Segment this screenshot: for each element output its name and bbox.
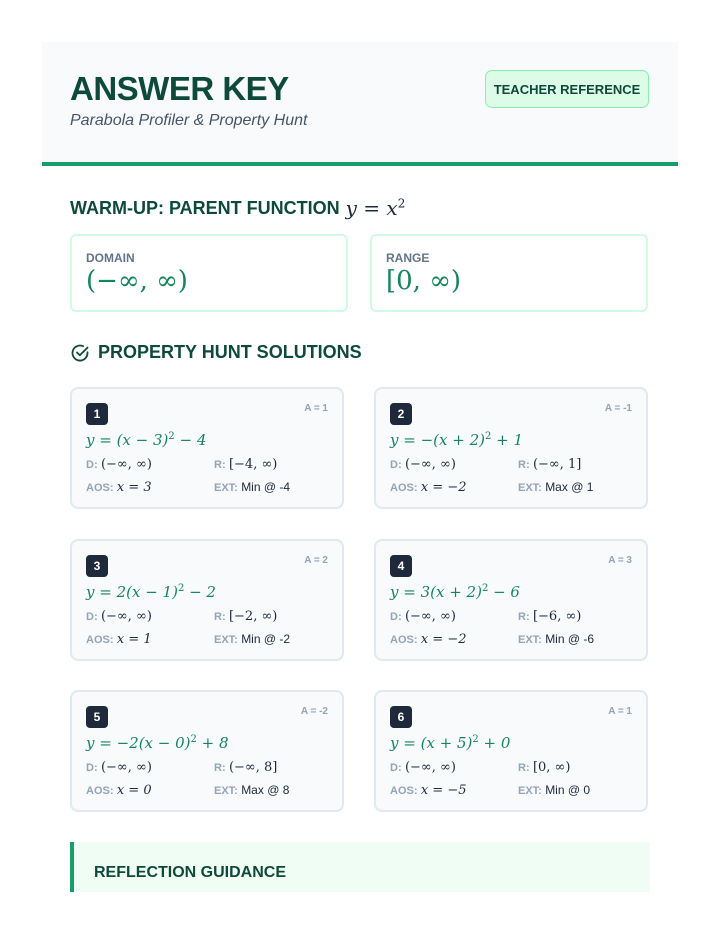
- equation-base: y = −(x + 2): [390, 431, 485, 449]
- equation-base: y = (x − 3): [86, 431, 169, 449]
- extremum-answer: Min @ -2: [241, 632, 291, 646]
- aos-row: [390, 632, 467, 647]
- domain-answer: (−∞, ∞): [404, 760, 456, 775]
- a-value: A = -1: [604, 403, 632, 414]
- solution-card: [374, 690, 648, 812]
- aos-answer: x = 3: [116, 480, 152, 495]
- teacher-reference-badge: TEACHER REFERENCE: [485, 70, 649, 108]
- aos-answer: x = 0: [116, 783, 152, 798]
- aos-key: AOS:: [86, 482, 114, 494]
- extremum-row: [518, 632, 594, 646]
- extremum-answer: Max @ 1: [545, 480, 594, 494]
- range-key: R:: [214, 762, 226, 774]
- parent-function: [346, 196, 406, 220]
- equation-exponent: 2: [168, 431, 175, 442]
- domain-row: [390, 457, 456, 472]
- equation-base: y = (x + 5): [390, 734, 473, 752]
- aos-key: AOS:: [390, 634, 418, 646]
- equation-tail: − 4: [174, 431, 207, 449]
- domain-value: (−∞, ∞): [86, 266, 188, 296]
- aos-answer: x = −5: [420, 783, 467, 798]
- extremum-row: [214, 480, 290, 494]
- equation-tail: − 6: [488, 583, 520, 601]
- a-value: A = 1: [608, 706, 632, 717]
- aos-row: [390, 480, 467, 495]
- range-box: [370, 234, 648, 312]
- domain-answer: (−∞, ∞): [404, 457, 456, 472]
- solution-card: [374, 539, 648, 661]
- solution-card: [70, 387, 344, 509]
- vertex-form-equation: [86, 734, 229, 752]
- extremum-answer: Max @ 8: [241, 783, 290, 797]
- a-value: A = 2: [304, 555, 328, 566]
- parent-function-exponent: 2: [397, 196, 406, 211]
- vertex-form-equation: [86, 583, 216, 601]
- aos-row: [86, 632, 152, 647]
- domain-row: [86, 457, 152, 472]
- range-answer: (−∞, 1]: [532, 457, 582, 472]
- aos-answer: x = −2: [420, 632, 467, 647]
- equation-tail: + 8: [196, 734, 229, 752]
- problem-number: 1: [86, 403, 108, 425]
- domain-answer: (−∞, ∞): [404, 609, 456, 624]
- range-key: R:: [518, 611, 530, 623]
- range-key: R:: [214, 459, 226, 471]
- domain-row: [86, 760, 152, 775]
- vertex-form-equation: [390, 431, 523, 449]
- extremum-key: EXT:: [214, 634, 238, 646]
- range-answer: [−2, ∞): [228, 609, 278, 624]
- aos-key: AOS:: [390, 482, 418, 494]
- domain-key: D:: [86, 459, 98, 471]
- extremum-row: [214, 783, 289, 797]
- property-hunt-heading: [70, 342, 362, 363]
- equation-base: y = −2(x − 0): [86, 734, 191, 752]
- extremum-key: EXT:: [518, 634, 542, 646]
- solution-card: [70, 690, 344, 812]
- extremum-key: EXT:: [518, 785, 542, 797]
- equation-base: y = 2(x − 1): [86, 583, 178, 601]
- a-value: A = 3: [608, 555, 632, 566]
- equation-exponent: 2: [472, 734, 479, 745]
- domain-key: D:: [390, 459, 402, 471]
- page-subtitle: Parabola Profiler & Property Hunt: [70, 112, 308, 129]
- range-row: [518, 609, 581, 624]
- range-answer: [−4, ∞): [228, 457, 278, 472]
- equation-tail: + 1: [491, 431, 523, 449]
- a-value: A = 1: [304, 403, 328, 414]
- equation-base: y = 3(x + 2): [390, 583, 482, 601]
- domain-row: [390, 760, 456, 775]
- warmup-title: WARM-UP: PARENT FUNCTION: [70, 197, 340, 218]
- range-row: [214, 760, 277, 775]
- vertex-form-equation: [390, 734, 510, 752]
- problem-number: 6: [390, 706, 412, 728]
- range-key: R:: [518, 762, 530, 774]
- aos-row: [390, 783, 467, 798]
- extremum-answer: Min @ -6: [545, 632, 595, 646]
- domain-row: [390, 609, 456, 624]
- header: [42, 42, 678, 166]
- extremum-row: [518, 480, 593, 494]
- range-key: R:: [214, 611, 226, 623]
- range-row: [214, 609, 277, 624]
- extremum-answer: Min @ 0: [545, 783, 591, 797]
- domain-label: DOMAIN: [86, 251, 135, 265]
- answer-key-page: [42, 42, 678, 932]
- extremum-key: EXT:: [518, 482, 542, 494]
- problem-number: 2: [390, 403, 412, 425]
- aos-row: [86, 480, 152, 495]
- aos-key: AOS:: [86, 785, 114, 797]
- equation-exponent: 2: [177, 583, 185, 594]
- domain-key: D:: [86, 611, 98, 623]
- parent-function-base: y = x: [345, 196, 398, 220]
- reflection-guidance-section: [70, 842, 650, 892]
- problem-number: 4: [390, 555, 412, 577]
- aos-key: AOS:: [390, 785, 418, 797]
- domain-key: D:: [390, 762, 402, 774]
- equation-tail: − 2: [184, 583, 216, 601]
- range-label: RANGE: [386, 251, 430, 265]
- domain-key: D:: [86, 762, 98, 774]
- problem-number: 5: [86, 706, 108, 728]
- aos-row: [86, 783, 152, 798]
- equation-tail: + 0: [478, 734, 511, 752]
- aos-key: AOS:: [86, 634, 114, 646]
- domain-answer: (−∞, ∞): [100, 609, 152, 624]
- domain-row: [86, 609, 152, 624]
- warmup-heading: [70, 196, 405, 220]
- solution-card: [374, 387, 648, 509]
- check-circle-icon: [70, 343, 90, 363]
- extremum-row: [518, 783, 590, 797]
- range-answer: (−∞, 8]: [228, 760, 278, 775]
- domain-answer: (−∞, ∞): [100, 760, 152, 775]
- range-value: [0, ∞): [386, 266, 462, 296]
- range-row: [518, 760, 570, 775]
- solution-card: [70, 539, 344, 661]
- problem-number: 3: [86, 555, 108, 577]
- domain-box: [70, 234, 348, 312]
- range-key: R:: [518, 459, 530, 471]
- page-title: ANSWER KEY: [70, 70, 289, 107]
- equation-exponent: 2: [481, 583, 489, 594]
- property-hunt-title: PROPERTY HUNT SOLUTIONS: [98, 342, 362, 362]
- aos-answer: x = 1: [116, 632, 152, 647]
- domain-answer: (−∞, ∞): [100, 457, 152, 472]
- extremum-row: [214, 632, 290, 646]
- range-answer: [0, ∞): [532, 760, 571, 775]
- range-row: [518, 457, 581, 472]
- domain-key: D:: [390, 611, 402, 623]
- equation-exponent: 2: [190, 734, 197, 745]
- vertex-form-equation: [86, 431, 206, 449]
- a-value: A = -2: [300, 706, 328, 717]
- reflection-title: REFLECTION GUIDANCE: [94, 864, 286, 881]
- extremum-key: EXT:: [214, 785, 238, 797]
- vertex-form-equation: [390, 583, 520, 601]
- equation-exponent: 2: [484, 431, 492, 442]
- range-row: [214, 457, 277, 472]
- range-answer: [−6, ∞): [532, 609, 582, 624]
- extremum-answer: Min @ -4: [241, 480, 291, 494]
- extremum-key: EXT:: [214, 482, 238, 494]
- aos-answer: x = −2: [420, 480, 467, 495]
